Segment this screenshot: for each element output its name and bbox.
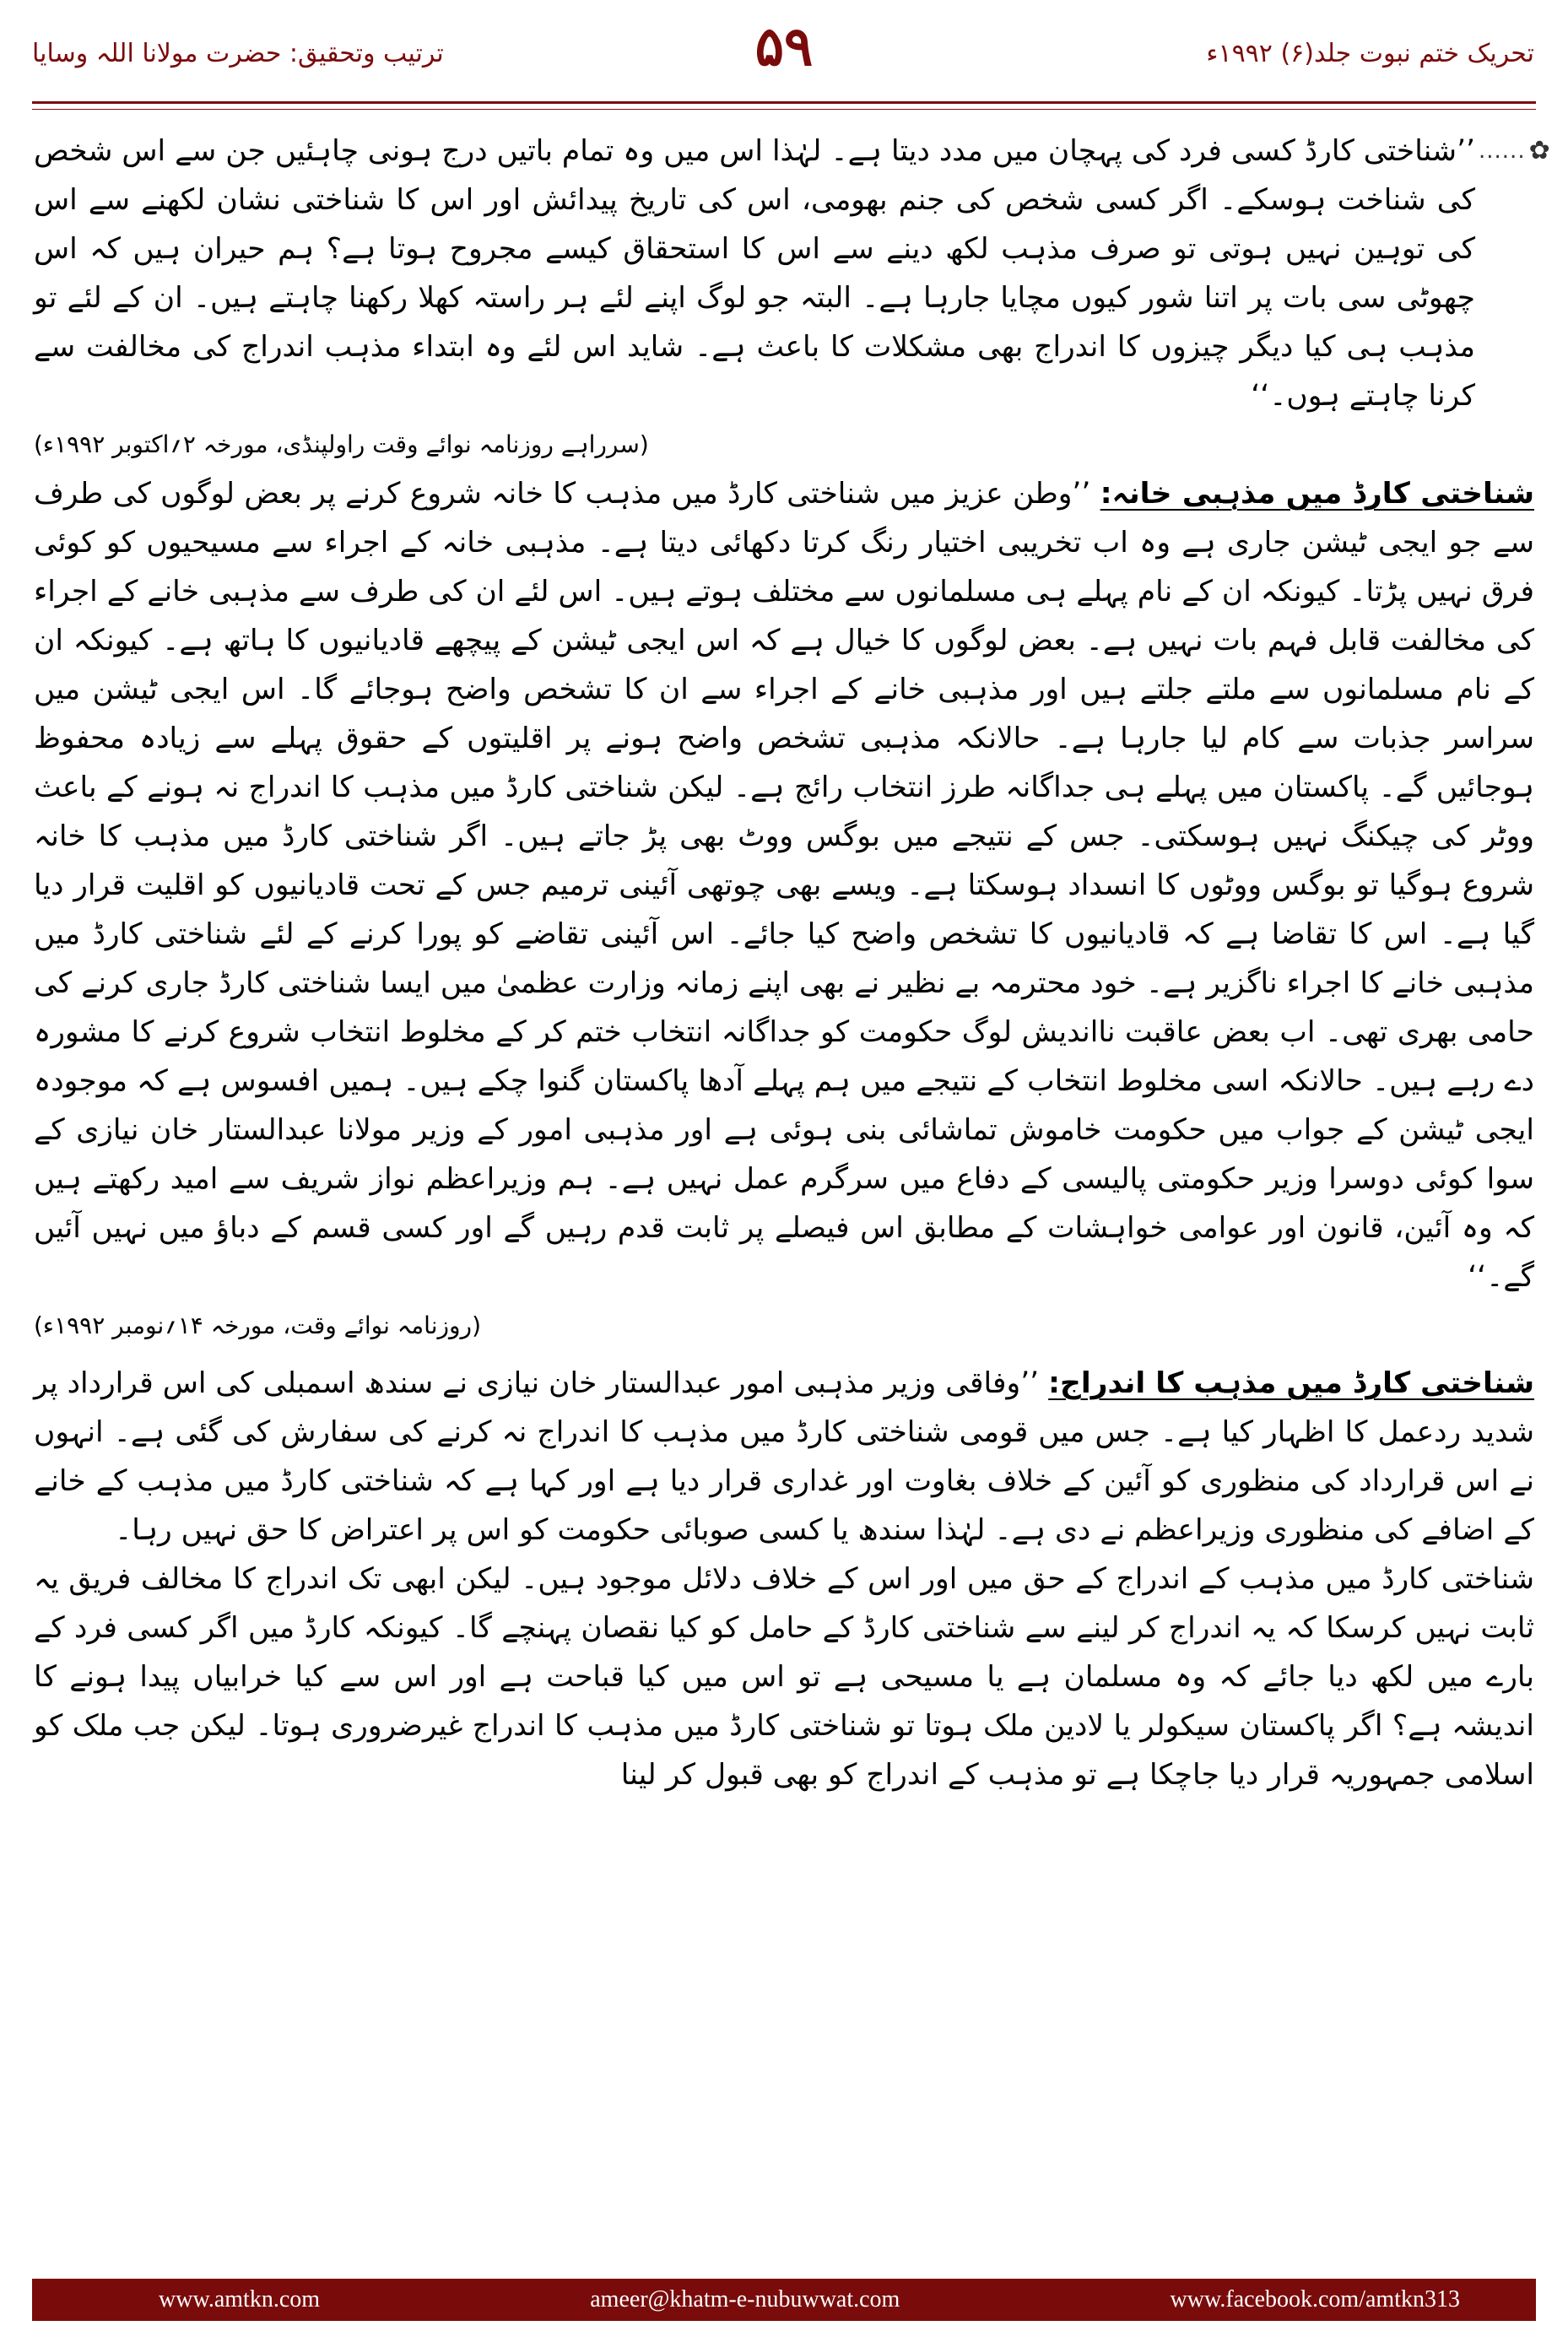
email-link[interactable]: ameer@khatm-e-nubuwwat.com: [590, 2286, 900, 2312]
compiler-credit: ترتیب وتحقیق: حضرت مولانا اللہ وسایا: [32, 39, 444, 68]
facebook-link[interactable]: www.facebook.com/amtkn313: [1170, 2286, 1460, 2312]
quote-paragraph-1: [34, 127, 1550, 420]
spacer: [34, 1350, 1534, 1359]
header-divider: [32, 101, 1536, 110]
bullet-marker: [1479, 127, 1550, 176]
section-paragraph-2: [34, 469, 1534, 1301]
flower-icon: ✿: [1528, 136, 1550, 165]
paragraph-4: شناختی کارڈ میں مذہب کے اندراج کے حق میں اور اس کے خلاف دلائل موجود ہیں۔ لیکن ابھی تک اندراج کا مخالف فریق یہ ثابت نہیں کرسکا کہ یہ اندراج کر لینے سے شناختی کارڈ کے حامل کو کیا نقصان پہنچے گا۔ کیونکہ کارڈ میں اگر کسی فرد کے بارے میں لکھ دیا جائے کہ وہ مسلمان ہے یا مسیحی ہے تو اس میں کیا قباحت ہے اور اس سے کیا خرابیاں پیدا ہونے کا اندیشہ ہے؟ اگر پاکستان سیکولر یا لادین ملک ہوتا تو شناختی کارڈ میں مذہب کا اندراج غیرضروری ہوتا۔ لیکن جب ملک کو اسلامی جمہوریہ قرار دیا جاچکا ہے تو مذہب کے اندراج کو بھی قبول کر لینا: [34, 1562, 1534, 1792]
paragraph-1-text: ’’شناختی کارڈ کسی فرد کی پہچان میں مدد دیتا ہے۔ لہٰذا اس میں وہ تمام باتیں درج ہونی چاہئیں جن سے اس شخص کی شناخت ہوسکے۔ اگر کسی شخص کی جنم بھومی، اس کی تاریخ پیدائش اور اس کا شناختی نشان لکھنے سے اس کی توہین نہیں ہوتی تو صرف مذہب لکھ دینے سے اس کا استحقاق کیسے مجروح ہوتا ہے؟ ہم حیران ہیں کہ اس چھوٹی سی بات پر اتنا شور کیوں مچایا جارہا ہے۔ البتہ جو لوگ اپنے لئے ہر راستہ کھلا رکھنا چاہتے ہیں۔ ان کے لئے تو مذہب ہی کیا دیگر چیزوں کا اندراج بھی مشکلات کا باعث ہے۔ شاید اس لئے وہ ابتداء مذہب اندراج کی مخالفت سے کرنا چاہتے ہوں۔‘‘: [34, 134, 1475, 413]
source-citation-2: (روزنامہ نوائے وقت، مورخہ ۱۴؍نومبر ۱۹۹۲ء): [34, 1312, 481, 1339]
page-number: ۵۹: [754, 15, 814, 78]
page-header: [0, 0, 1568, 118]
book-title: تحریک ختم نبوت جلد(۶) ۱۹۹۲ء: [1206, 39, 1534, 68]
website-link[interactable]: www.amtkn.com: [159, 2286, 321, 2312]
paragraph-2-text: ’’وطن عزیز میں شناختی کارڈ میں مذہب کا خانہ شروع کرنے پر بعض لوگوں کی طرف سے جو ایجی ٹیشن جاری ہے وہ اب تخریبی اختیار رنگ کرتا دکھائی دیتا ہے۔ مذہبی خانہ کے اجراء سے مسیحیوں کو کوئی فرق نہیں پڑتا۔ کیونکہ ان کے نام پہلے ہی مسلمانوں سے مختلف ہوتے ہیں۔ اس لئے ان کی طرف سے مذہبی خانے کے اجراء کی مخالفت قابل فہم بات نہیں ہے۔ بعض لوگوں کا خیال ہے کہ اس ایجی ٹیشن کے پیچھے قادیانیوں کا ہاتھ ہے۔ کیونکہ ان کے نام مسلمانوں سے ملتے جلتے ہیں اور مذہبی خانے کے اجراء سے ان کا تشخص واضح ہوجائے گا۔ اس ایجی ٹیشن میں سراسر جذبات سے کام لیا جارہا ہے۔ حالانکہ مذہبی تشخص واضح ہونے پر اقلیتوں کے حقوق پہلے سے زیادہ محفوظ ہوجائیں گے۔ پاکستان میں پہلے ہی جداگانہ طرز انتخاب رائج ہے۔ لیکن شناختی کارڈ میں مذہب کا اندراج نہ ہونے کے باعث ووٹر کی چیکنگ نہیں ہوسکتی۔ جس کے نتیجے میں بوگس ووٹ بھی پڑ جاتے ہیں۔ اگر شناختی کارڈ میں مذہب کا خانہ شروع ہوگیا تو بوگس ووٹوں کا انسداد ہوسکتا ہے۔ ویسے بھی چوتھی آئینی ترمیم جس کے تحت قادیانیوں کو اقلیت قرار دیا گیا ہے۔ اس کا تقاضا ہے کہ قادیانیوں کا تشخص واضح کیا جائے۔ اس آئینی تقاضے کو پورا کرنے کے لئے شناختی کارڈ میں مذہبی خانے کا اجراء ناگزیر ہے۔ خود محترمہ بے نظیر نے بھی اپنے زمانہ وزارت عظمیٰ میں ایسا شناختی کارڈ جاری کرنے کی حامی بھری تھی۔ اب بعض عاقبت نااندیش لوگ حکومت کو جداگانہ انتخاب ختم کر کے مخلوط انتخاب شروع کرنے کا مشورہ دے رہے ہیں۔ حالانکہ اسی مخلوط انتخاب کے نتیجے میں ہم پہلے آدھا پاکستان گنوا چکے ہیں۔ ہمیں افسوس ہے کہ موجودہ ایجی ٹیشن کے جواب میں حکومت خاموش تماشائی بنی ہوئی ہے اور مذہبی امور کے وزیر مولانا عبدالستار خان نیازی کے سوا کوئی دوسرا وزیر حکومتی پالیسی کے دفاع میں سرگرم عمل نہیں ہے۔ ہم وزیراعظم نواز شریف سے امید رکھتے ہیں کہ وہ آئین، قانون اور عوامی خواہشات کے مطابق اس فیصلے پر ثابت قدم رہیں گے اور کسی قسم کے دباؤ میں نہیں آئیں گے۔‘‘: [34, 477, 1534, 1294]
paragraph-3-text: ’’وفاقی وزیر مذہبی امور عبدالستار خان نیازی نے سندھ اسمبلی کی اس قرارداد پر شدید ردعمل کا اظہار کیا ہے۔ جس میں قومی شناختی کارڈ میں مذہب کا اندراج نہ کرنے کی سفارش کی گئی ہے۔ انہوں نے اس قرارداد کی منظوری کو آئین کے خلاف بغاوت اور غداری قرار دیا ہے اور کہا ہے کہ شناختی کارڈ میں مذہب کے خانے کے اضافے کی منظوری وزیراعظم نے دی ہے۔ لہٰذا سندھ یا کسی صوبائی حکومت کو اس پر اعتراض کا حق نہیں رہا۔: [34, 1366, 1534, 1547]
page-footer: [32, 2279, 1536, 2321]
page-content: [34, 127, 1550, 2262]
bullet-dots: ......: [1479, 138, 1526, 164]
section-heading-religious-column: شناختی کارڈ میں مذہبی خانہ:: [1100, 477, 1535, 511]
source-citation-1: (سرراہے روزنامہ نوائے وقت راولپنڈی، مورخہ ۲؍اکتوبر ۱۹۹۲ء): [34, 430, 649, 458]
section-paragraph-3: [34, 1359, 1534, 1555]
section-heading-religion-entry: شناختی کارڈ میں مذہب کا اندراج:: [1048, 1366, 1535, 1400]
